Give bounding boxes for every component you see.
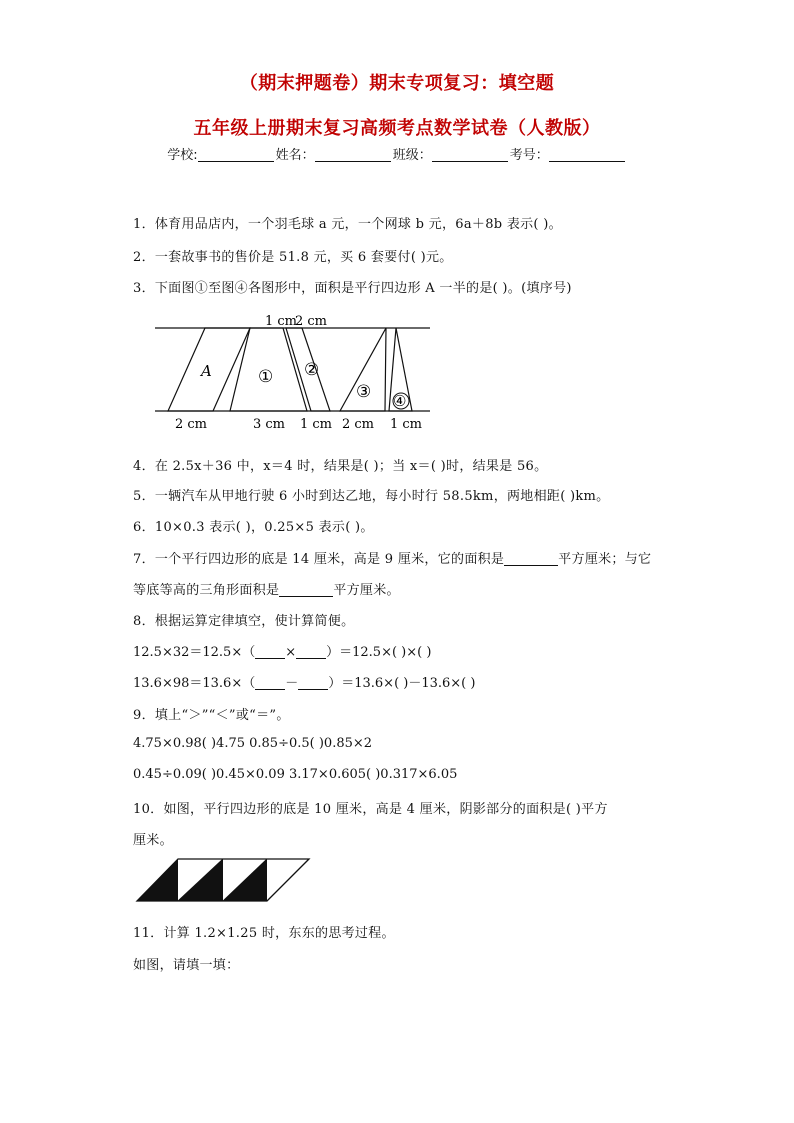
student-info-row bbox=[0, 144, 794, 163]
question-7-text-b: 平方厘米；与它 bbox=[558, 552, 652, 567]
bottom-label-2: 3 cm bbox=[253, 417, 286, 432]
question-10: 10．如图，平行四边形的底是 10 厘米，高是 4 厘米，阴影部分的面积是( )平方 bbox=[133, 802, 608, 817]
question-7-text-c: 等底等高的三角形面积是 bbox=[133, 583, 280, 598]
question-4: 4．在 2.5x＋36 中，x＝4 时，结果是( )；当 x＝( )时，结果是 56。 bbox=[133, 459, 548, 474]
exam-no-label: 考号： bbox=[509, 148, 549, 163]
question-8-row-a bbox=[133, 641, 431, 660]
question-9-row-b: 0.45÷0.09( )0.45×0.09 3.17×0.605( )0.317×6.05 bbox=[133, 767, 458, 782]
school-label: 学校: bbox=[167, 148, 198, 163]
q8a-text-post: ）＝12.5×( )×( ) bbox=[326, 645, 432, 660]
bottom-label-1: 2 cm bbox=[175, 417, 208, 432]
q8a-text-pre: 12.5×32＝12.5×（ bbox=[133, 645, 256, 660]
q8b-text-pre: 13.6×98＝13.6×（ bbox=[133, 676, 256, 691]
answer-blank bbox=[298, 676, 328, 690]
question-8-row-b bbox=[133, 672, 475, 691]
question-6: 6．10×0.3 表示( )，0.25×5 表示( )。 bbox=[133, 520, 374, 535]
answer-blank bbox=[504, 552, 558, 566]
shape-label-a: A bbox=[201, 362, 212, 380]
question-7-text-a: 7．一个平行四边形的底是 14 厘米，高是 9 厘米，它的面积是 bbox=[133, 552, 505, 567]
exam-title: （期末押题卷）期末专项复习：填空题 bbox=[239, 73, 555, 94]
question-10-cont: 厘米。 bbox=[133, 833, 173, 848]
class-blank bbox=[432, 147, 508, 162]
q8b-text-mid: － bbox=[285, 676, 299, 691]
question-8: 8．根据运算定律填空，使计算简便。 bbox=[133, 614, 355, 629]
shape-label-1: ① bbox=[258, 367, 274, 387]
class-label: 班级： bbox=[392, 148, 432, 163]
name-blank bbox=[315, 147, 391, 162]
bottom-label-3: 1 cm bbox=[300, 417, 333, 432]
parallelogram-figure bbox=[150, 308, 440, 436]
question-11: 11．计算 1.2×1.25 时，东东的思考过程。 bbox=[133, 926, 395, 941]
top-label-1: 1 cm bbox=[265, 314, 298, 329]
answer-blank bbox=[255, 676, 285, 690]
name-label: 姓名： bbox=[275, 148, 315, 163]
question-9-row-a: 4.75×0.98( )4.75 0.85÷0.5( )0.85×2 bbox=[133, 736, 373, 751]
question-7-text-d: 平方厘米。 bbox=[333, 583, 400, 598]
question-7 bbox=[133, 548, 651, 567]
q8b-text-post: ）＝13.6×( )－13.6×( ) bbox=[328, 676, 476, 691]
question-7-cont bbox=[133, 579, 400, 598]
question-5: 5．一辆汽车从甲地行驶 6 小时到达乙地，每小时行 58.5km，两地相距( )km。 bbox=[133, 489, 610, 504]
question-9: 9．填上“＞”“＜”或“＝”。 bbox=[133, 708, 290, 723]
question-1: 1．体育用品店内，一个羽毛球 a 元，一个网球 b 元，6a＋8b 表示( )。 bbox=[133, 217, 562, 232]
question-3: 3．下面图①至图④各图形中，面积是平行四边形 A 一半的是( )。(填序号) bbox=[133, 281, 572, 296]
bottom-label-4: 2 cm bbox=[342, 417, 375, 432]
shaded-parallelogram-figure bbox=[134, 856, 312, 904]
shape-label-4: ④ bbox=[393, 392, 407, 410]
bottom-label-5: 1 cm bbox=[390, 417, 423, 432]
exam-subtitle: 五年级上册期末复习高频考点数学试卷（人教版） bbox=[193, 118, 601, 139]
answer-blank bbox=[255, 645, 285, 659]
question-2: 2．一套故事书的售价是 51.8 元，买 6 套要付( )元。 bbox=[133, 250, 453, 265]
question-11-cont: 如图，请填一填： bbox=[133, 958, 240, 973]
answer-blank bbox=[296, 645, 326, 659]
shape-label-2: ② bbox=[304, 360, 320, 380]
school-blank bbox=[198, 147, 274, 162]
answer-blank bbox=[279, 583, 333, 597]
exam-no-blank bbox=[549, 147, 625, 162]
divider-line bbox=[267, 859, 309, 901]
shape-label-3: ③ bbox=[356, 382, 372, 402]
top-label-2: 2 cm bbox=[295, 314, 328, 329]
q8a-text-mid: × bbox=[285, 645, 297, 660]
